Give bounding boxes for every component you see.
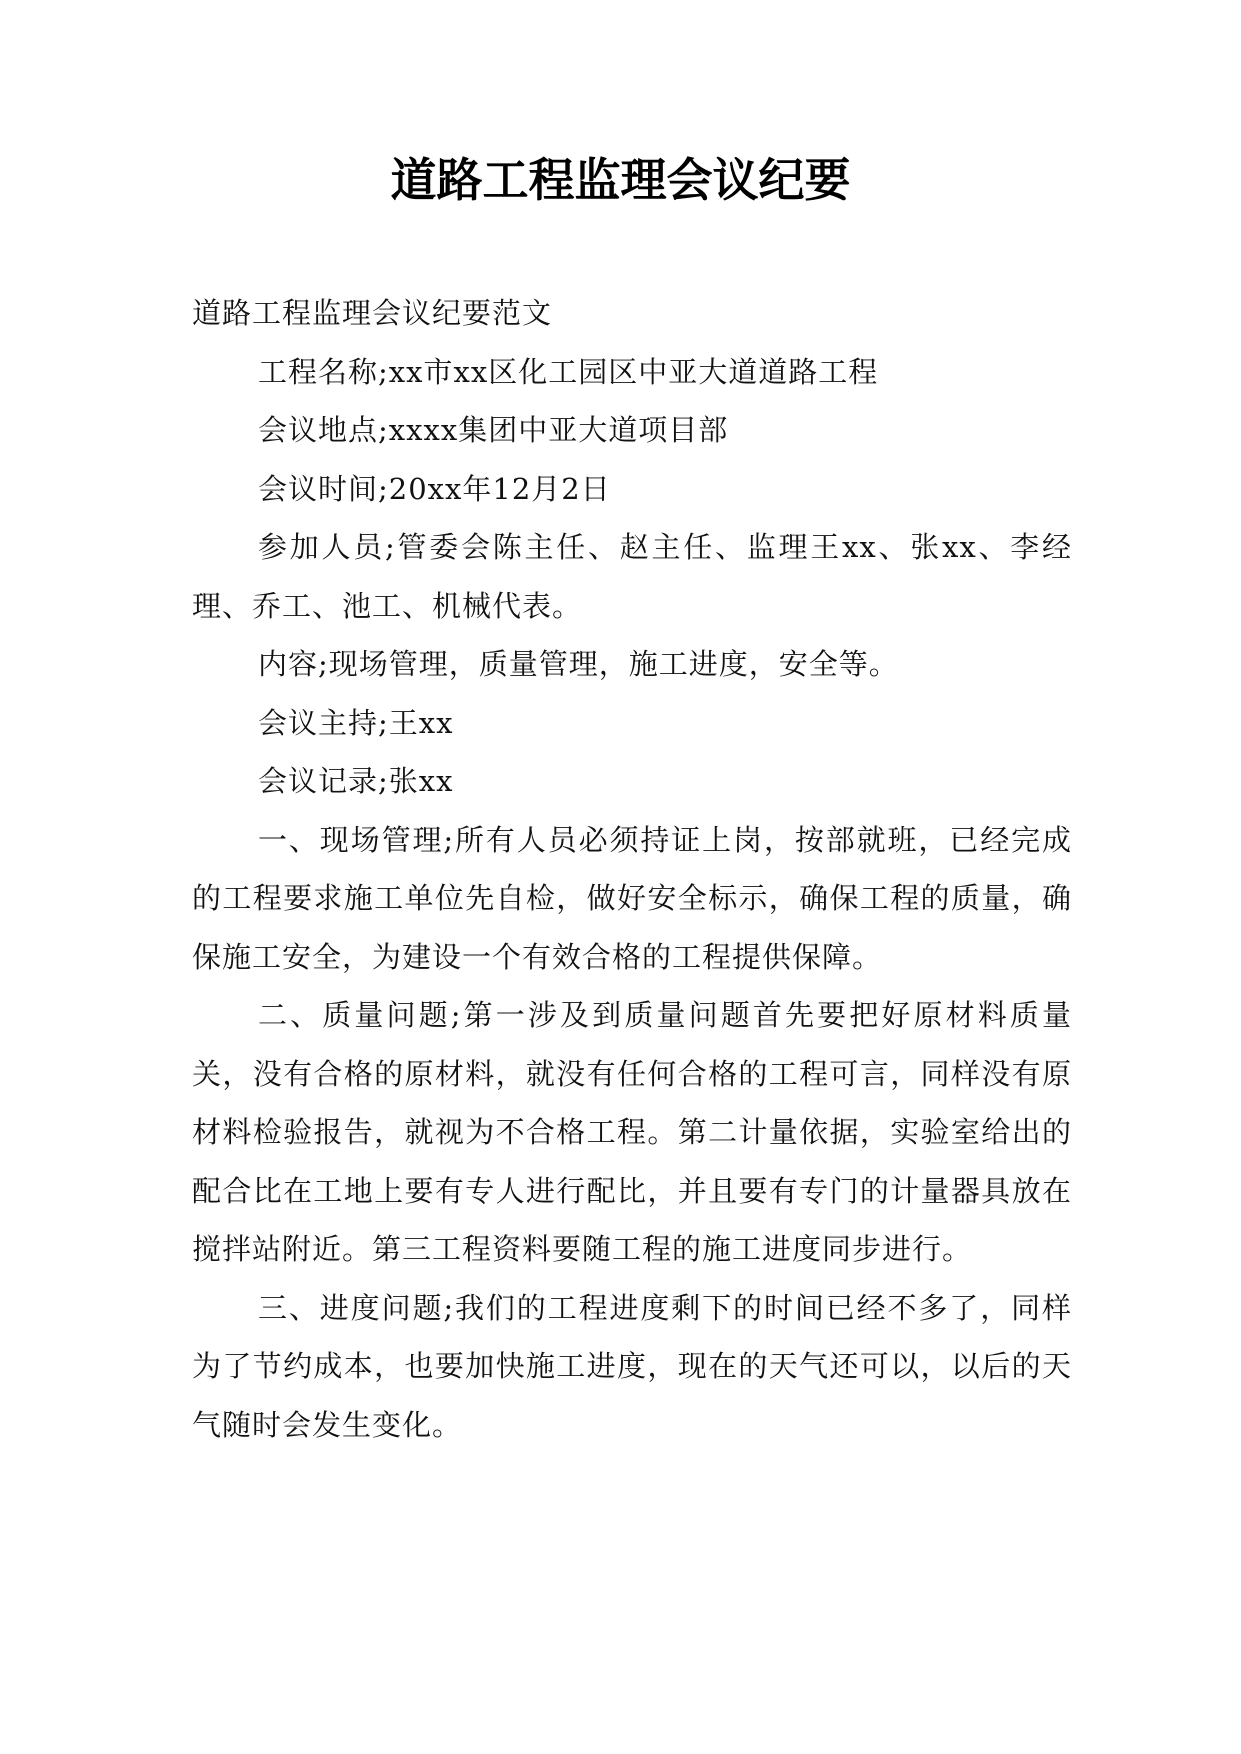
section-site-management: 一、现场管理;所有人员必须持证上岗，按部就班，已经完成的工程要求施工单位先自检，做好安全标示，确保工程的质量，确保施工安全，为建设一个有效合格的工程提供保障。 — [192, 822, 1072, 974]
section-quality-issues: 二、质量问题;第一涉及到质量问题首先要把好原材料质量关，没有合格的原材料，就没有任何合格的工程可言，同样没有原材料检验报告，就视为不合格工程。第二计量依据，实验室给出的配合比在工地上要有专人进行配比，并且要有专门的计量器具放在搅拌站附近。第三工程资料要随工程的施工进度同步进行。 — [192, 998, 1072, 1266]
meeting-location-line: 会议地点;xxxx集团中亚大道项目部 — [258, 413, 729, 447]
project-name-line: 工程名称;xx市xx区化工园区中亚大道道路工程 — [258, 354, 879, 389]
content-line: 内容;现场管理，质量管理，施工进度，安全等。 — [258, 647, 899, 681]
meeting-time-line: 会议时间;20xx年12月2日 — [258, 471, 611, 506]
recorder-line: 会议记录;张xx — [258, 764, 454, 798]
document-body — [192, 284, 1072, 1454]
attendees-paragraph: 参加人员;管委会陈主任、赵主任、监理王xx、张xx、李经理、乔工、池工、机械代表。 — [192, 530, 1072, 623]
section-schedule-issues: 三、进度问题;我们的工程进度剩下的时间已经不多了，同样为了节约成本，也要加快施工进度，现在的天气还可以，以后的天气随时会发生变化。 — [192, 1290, 1072, 1442]
document-title: 道路工程监理会议纪要 — [390, 153, 851, 207]
host-line: 会议主持;王xx — [258, 705, 454, 740]
document-subtitle: 道路工程监理会议纪要范文 — [192, 296, 553, 330]
